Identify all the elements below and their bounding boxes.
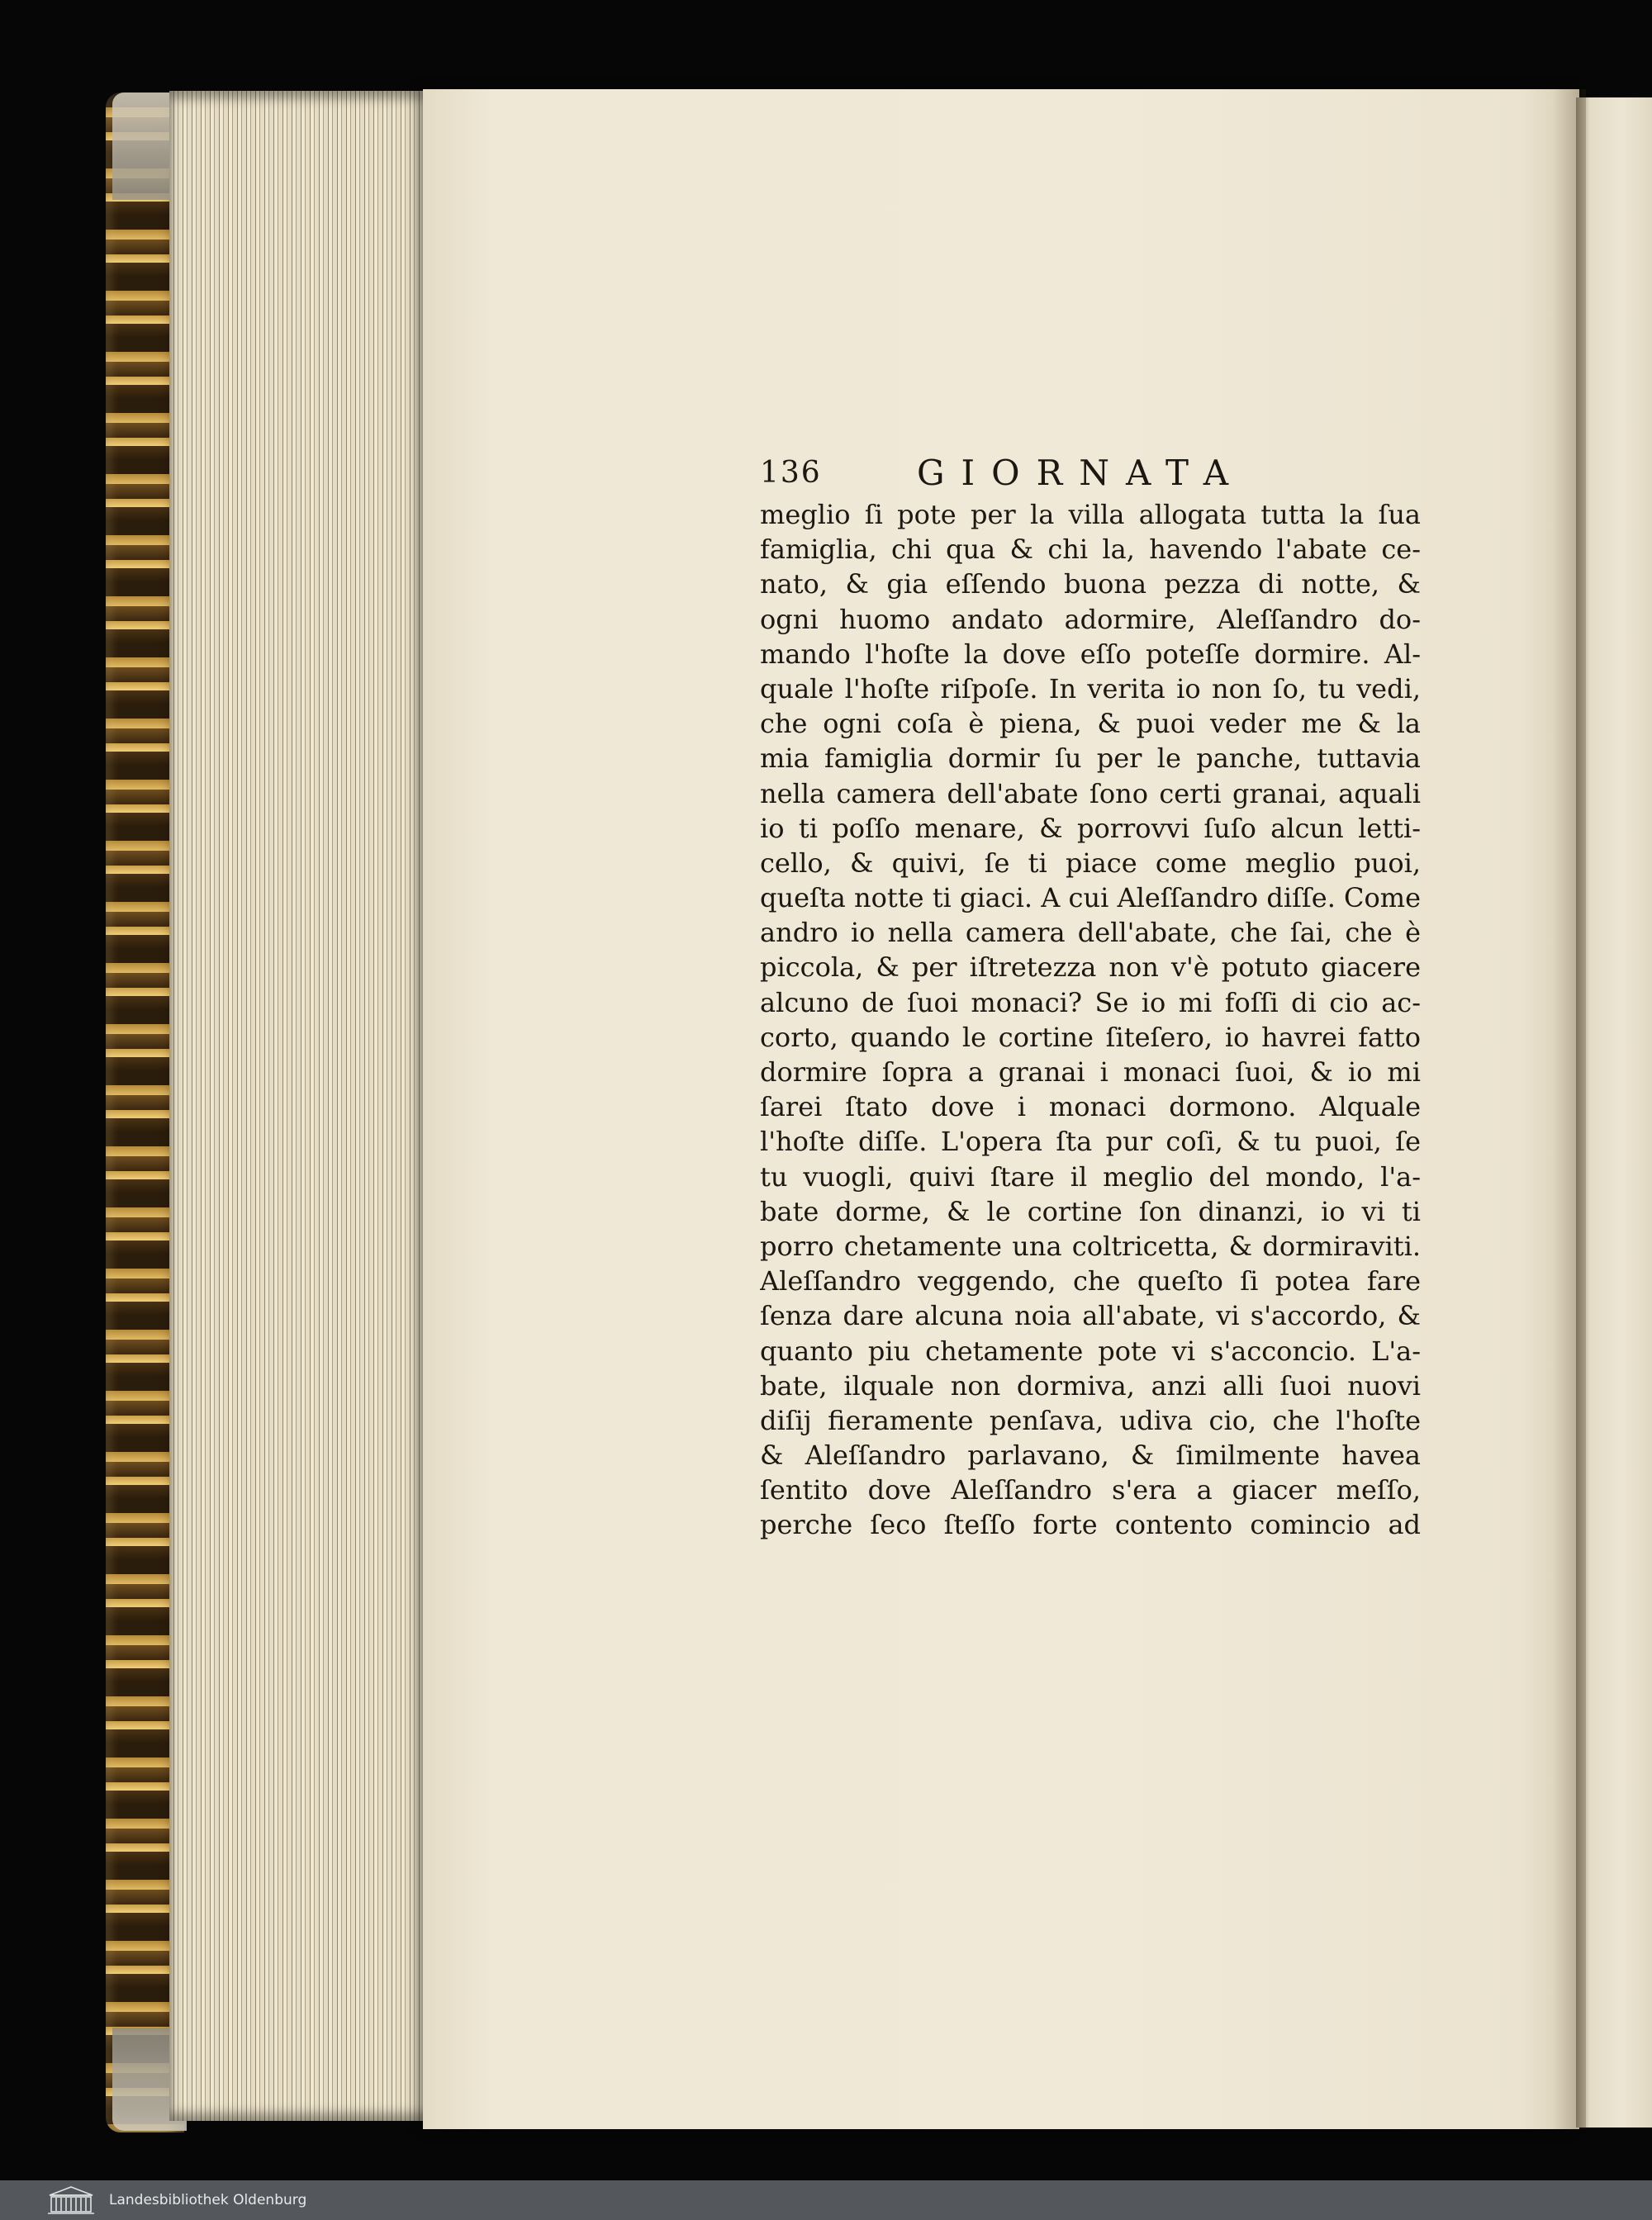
text-block xyxy=(760,453,1421,1543)
text-line: & Aleſſandro parlavano, & ſimilmente havea xyxy=(760,1440,1421,1472)
text-line: mando l'hoſte la dove eſſo poteſſe dormire. Al- xyxy=(760,638,1421,670)
gutter-shadow xyxy=(1553,89,1586,2129)
library-name: Landesbibliothek Oldenburg xyxy=(109,2192,307,2208)
text-line: queſta notte ti giaci. A cui Aleſſandro diſſe. Come xyxy=(760,882,1421,914)
text-line: bate dorme, & le cortine ſon dinanzi, io vi ti xyxy=(760,1195,1421,1227)
text-line: piccola, & per iſtretezza non v'è potuto giacere xyxy=(760,951,1421,984)
text-line: ſenza dare alcuna noia all'abate, vi s'accordo, & xyxy=(760,1300,1421,1332)
text-line: andro io nella camera dell'abate, che ſai, che è xyxy=(760,917,1421,949)
text-line: quale l'hoſte riſpoſe. In verita io non ſo, tu vedi, xyxy=(760,672,1421,704)
library-building-icon xyxy=(46,2185,96,2215)
text-line: ſentito dove Aleſſandro s'era a giacer meſſo, xyxy=(760,1474,1421,1506)
text-line: nato, & gia eſſendo buona pezza di notte, & xyxy=(760,568,1421,600)
text-line: quanto piu chetamente pote vi s'acconcio. L'a- xyxy=(760,1335,1421,1367)
text-line: famiglia, chi qua & chi la, havendo l'abate ce- xyxy=(760,534,1421,566)
text-line: io ti poſſo menare, & porrovvi ſuſo alcun letti- xyxy=(760,812,1421,844)
text-line: dormire ſopra a granai i monaci ſuoi, & io mi xyxy=(760,1056,1421,1088)
running-title: GIORNATA xyxy=(917,453,1246,493)
text-line: cello, & quivi, ſe ti piace come meglio puoi, xyxy=(760,847,1421,879)
text-line: mia famiglia dormir ſu per le panche, tuttavia xyxy=(760,742,1421,775)
text-line: meglio ſi pote per la villa allogata tutta la ſua xyxy=(760,499,1421,530)
text-line: ſarei ſtato dove i monaci dormono. Alquale xyxy=(760,1091,1421,1123)
text-line: l'hoſte diſſe. L'opera ſta pur coſi, & tu puoi, ſe xyxy=(760,1126,1421,1158)
text-line: alcuno de ſuoi monaci? Se io mi foſſi di cio ac- xyxy=(760,986,1421,1018)
text-line: Aleſſandro veggendo, che queſto ſi potea fare xyxy=(760,1265,1421,1297)
text-line: ogni huomo andato adormire, Aleſſandro do- xyxy=(760,603,1421,635)
text-line: porro chetamente una coltricetta, & dormiraviti. xyxy=(760,1230,1421,1262)
running-head xyxy=(760,453,1421,494)
body-text xyxy=(760,497,1421,1543)
text-line: nella camera dell'abate ſono certi granai, aquali xyxy=(760,777,1421,809)
text-line: diſij fieramente penſava, udiva cio, che l'hoſte xyxy=(760,1404,1421,1436)
page-edges xyxy=(169,91,434,2121)
page-number: 136 xyxy=(760,456,822,490)
text-line: che ogni coſa è piena, & puoi veder me & la xyxy=(760,708,1421,740)
text-line: perche ſeco ſteſſo forte contento comincio ad xyxy=(760,1509,1421,1541)
text-line: bate, ilquale non dormiva, anzi alli ſuoi nuovi xyxy=(760,1369,1421,1402)
text-line: tu vuogli, quivi ſtare il meglio del mondo, l'a- xyxy=(760,1160,1421,1193)
text-line: corto, quando le cortine ſiteſero, io havrei fatto xyxy=(760,1021,1421,1053)
facing-page-edge xyxy=(1576,97,1652,2128)
